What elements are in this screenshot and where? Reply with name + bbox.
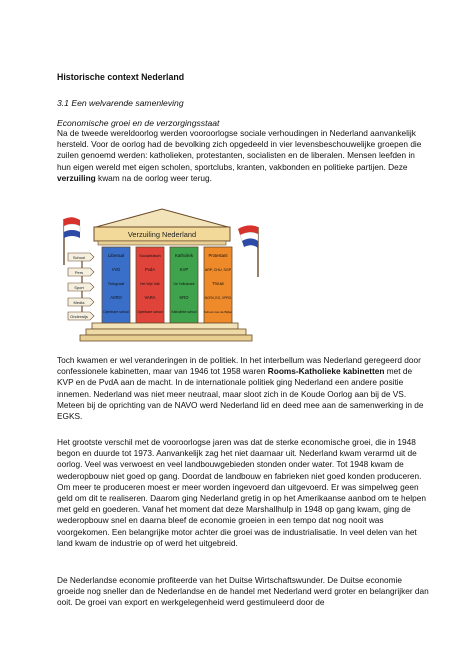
pillar-name: Socialistisch [139,253,161,258]
pillar-item: VARA [144,295,156,300]
para2-bold-term: Rooms-Katholieke kabinetten [267,366,385,377]
sign-2 [68,268,94,276]
para2-text-a: Toch kwamen er wel veranderingen in de politiek. In het interbellum was Nederland geregeerd door confessionele kabinetten, maar van 1946 tot 1958 waren [57,355,421,377]
para1-text-b: kwam na de oorlog weer terug. [95,172,212,183]
roof-title: Verzuiling Nederland [127,230,197,239]
pillar-item: Openbare school [137,310,163,314]
temple-base [92,323,238,329]
paragraph-wirtschaftswunder [57,575,429,609]
pillar-item: AVRO [110,295,122,300]
sign-label: Pers [74,270,84,275]
pillar-liberaal [102,247,130,323]
sign-3 [68,283,94,291]
pillar-item: Katholieke school [171,310,197,314]
para2-text-b: met de KVP en de PvdA aan de macht. In de internationale politiek ging Nederland een andere positie innemen. Nederland was niet meer neutraal, maar sloot zich in de Koude Oorlog aan bij de VS. Meteen bij de oprichting van de NAVO werd Nederland lid en deed mee aan de samenwerking in de EGKS. [57,366,424,422]
paragraph-politiek [57,355,429,422]
pillar-protestant [204,247,233,323]
sign-label: Media [73,300,85,305]
verzuiling-illustration [58,205,263,345]
paragraph-verzuiling [57,128,429,184]
temple-roof [96,209,228,227]
section-title: 3.1 Een welvarende samenleving [57,98,184,108]
paragraph-economische-groei [57,437,429,549]
pillar-name: Protestant [208,253,228,258]
sign-label: School [72,255,86,260]
pillar-item: ARP, CHU, SGP [204,268,232,272]
pillar-socialistisch [136,247,164,323]
para1-text-a: Na de tweede wereldoorlog werden vooroorlogse sociale verhoudingen in Nederland aanvankelijk hersteld. Voor de oorlog had de bevolking zich opgedeeld in vier levensbeschouwelijke groepen die zuilen genoemd werden: katholieken, protestanten, socialisten en de liberalen. Mensen leefden in hun eigen wereld met eigen scholen, sportclubs, kranten, vakbonden en politieke partijen. Deze [57,128,422,172]
pillar-item: NCRV, EO, VPRO [204,296,232,300]
document-heading: Historische context Nederland [57,72,185,82]
para1-bold-term: verzuiling [57,172,96,183]
sign-label: Onderwijs [70,314,88,319]
subsection-title: Economische groei en de verzorgingsstaat [57,118,220,128]
pillar-item: Trouw [212,281,224,286]
dutch-flag-right-icon [238,225,258,277]
sign-5 [68,312,94,320]
pillar-item: PvdA [144,267,156,272]
sign-4 [68,298,94,306]
pillar-item: KVP [179,267,189,272]
pillar-item: De Volkskrant [173,282,195,286]
pillar-item: Het Vrije Volk [140,282,160,286]
para4-text: De Nederlandse economie profiteerde van het Duitse Wirtschaftswunder. De Duitse economie groeide nog sneller dan de Nederlandse en de handel met Nederland werd groter en belangrijker dan ooit. De groei van export en werkgelegenheid werd gestimuleerd door de [57,575,429,608]
sign-1 [68,253,94,261]
pillar-item: Openbare school [103,310,129,314]
pillar-item: VVD [111,267,121,272]
pillar-katholiek [170,247,198,323]
pillar-name: Katholiek [174,253,194,258]
sign-label: Sport [74,285,84,290]
pillar-item: KRO [179,295,189,300]
pillar-item: School met de Bijbel [203,310,233,314]
pillar-item: Telegraaf [107,281,125,286]
para3-text: Het grootste verschil met de vooroorlogse jaren was dat de sterke economische groei, die in 1948 begon en duurde tot 1973. Aanvankelijk zag het niet daarnaar uit. Nederland kwam verarmd uit de oorlog. Veel was verwoest en veel landbouwgebieden stonden onder water. Tot 1948 kwam de wederopbouw niet goed op gang. Doordat de landbouw en fabrieken niet goed konden produceren. Om meer te produceren moest er meer worden ingevoerd dan uitgevoerd. Er was simpelweg geen geld om dit te realiseren. Daarom ging Nederland gretig in op het Amerikaanse aanbod om te helpen met geld en goederen. Vanaf het moment dat deze Marshallhulp in 1948 op gang kwam, ging de wederopbouw snel en daarna bleef de economie groeien in een tempo dat nog nooit was voorgekomen. Een belangrijke motor achter die groei was de industrialisatie. In veel delen van het land kwam de industrie op of werd het uitgebreid. [57,437,426,548]
pillar-name: Liberaal [107,253,125,258]
signpost [68,253,94,320]
